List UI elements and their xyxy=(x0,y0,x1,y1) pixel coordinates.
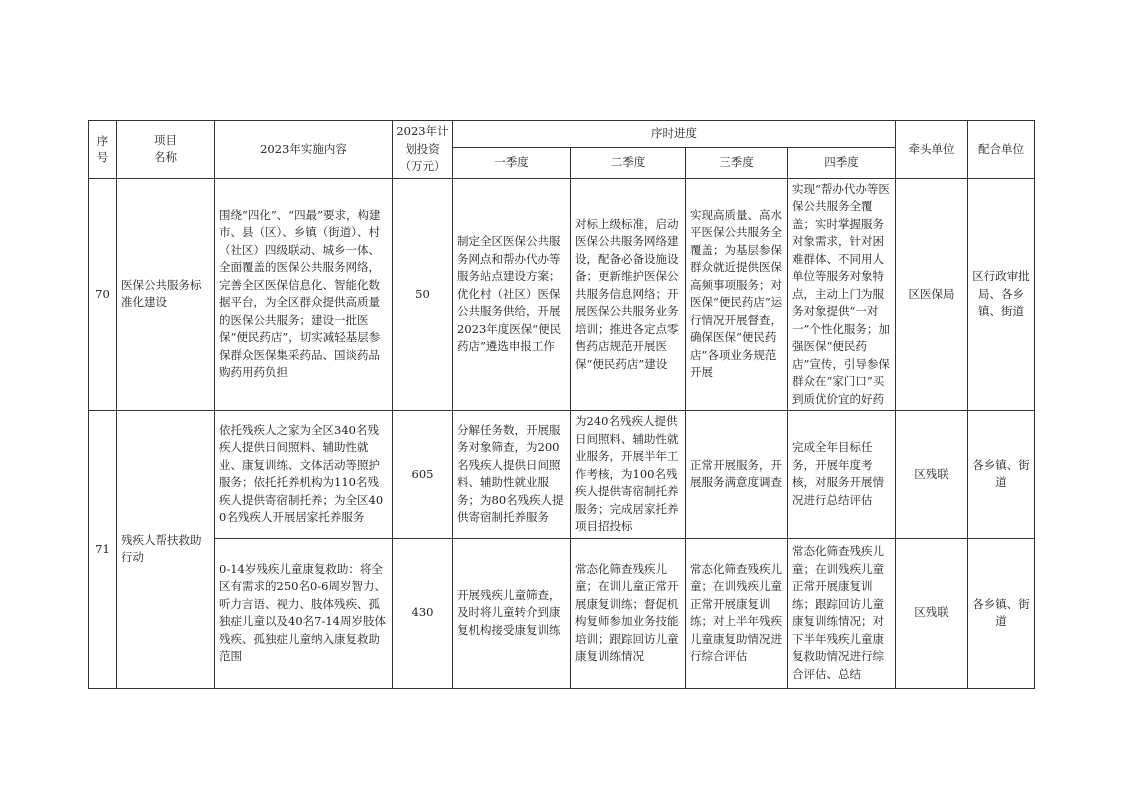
row-q3: 常态化筛查残疾儿童；在训残疾儿童正常开展康复训练；对上半年残疾儿童康复助情况进行综合评估 xyxy=(686,538,788,688)
header-row-1 xyxy=(89,121,1035,148)
row-lead: 区医保局 xyxy=(896,178,968,411)
row-investment: 430 xyxy=(393,538,453,688)
row-project: 医保公共服务标准化建设 xyxy=(117,178,215,411)
row-content: 围绕“四化”、“四最”要求，构建市、县（区）、乡镇（街道）、村（社区）四级联动、城乡一体、全面覆盖的医保公共服务网络，完善全区医保信息化、智能化数据平台，为全区群众提供高质量的医保公共服务；建设一批医保“便民药店”，切实减轻基层参保群众医保集采药品、国谈药品购药用药负担 xyxy=(215,178,393,411)
row-q1: 制定全区医保公共服务网点和帮办代办等服务站点建设方案；优化村（社区）医保公共服务供给，开展2023年度医保“便民药店”遴选申报工作 xyxy=(453,178,571,411)
row-investment: 605 xyxy=(393,411,453,539)
row-q2: 为240名残疾人提供日间照料、辅助性就业服务，开展半年工作考核，为100名残疾人提供寄宿制托养服务；完成居家托养项目招投标 xyxy=(571,411,686,539)
header-project-label: 项目 名称 xyxy=(154,132,177,165)
row-content: 0-14岁残疾儿童康复救助：将全区有需求的250名0-6周岁智力、听力言语、视力、肢体残疾、孤独症儿童以及40名7-14周岁肢体残疾、孤独症儿童纳入康复救助范围 xyxy=(215,538,393,688)
table-row xyxy=(89,411,1035,539)
header-q3: 三季度 xyxy=(686,147,788,178)
plan-table xyxy=(88,120,1035,689)
row-coop: 区行政审批局、各乡镇、街道 xyxy=(968,178,1035,411)
row-seq: 71 xyxy=(89,411,117,689)
row-q1: 开展残疾儿童筛查，及时将儿童转介到康复机构接受康复训练 xyxy=(453,538,571,688)
header-content: 2023年实施内容 xyxy=(215,121,393,179)
row-q3: 正常开展服务，开展服务满意度调查 xyxy=(686,411,788,539)
row-q4: 完成全年目标任务，开展年度考核，对服务开展情况进行总结评估 xyxy=(788,411,896,539)
header-seq-label: 序号 xyxy=(96,133,109,164)
row-q4: 实现“帮办代办等医保公共服务全覆盖；实时掌握服务对象需求，针对困难群体、不同用人单位等服务对象特点，主动上门为服务对象提供“一对一”个性化服务；加强医保“便民药店”宣传，引导参保群众在“家门口”买到质优价宜的好药 xyxy=(788,178,896,411)
row-coop: 各乡镇、街道 xyxy=(968,538,1035,688)
row-lead: 区残联 xyxy=(896,411,968,539)
row-q1: 分解任务数，开展服务对象筛查，为200名残疾人提供日间照料、辅助性就业服务；为80名残疾人提供寄宿制托养服务 xyxy=(453,411,571,539)
row-project: 残疾人帮扶救助行动 xyxy=(117,411,215,689)
header-investment: 2023年计划投资（万元） xyxy=(393,121,453,179)
table-row xyxy=(89,538,1035,688)
header-q1: 一季度 xyxy=(453,147,571,178)
row-investment: 50 xyxy=(393,178,453,411)
row-q2: 对标上级标准，启动医保公共服务网络建设，配备必备设施设备；更新维护医保公共服务信息网络；开展医保公共服务业务培训；推进各定点零售药店规范开展医保“便民药店”建设 xyxy=(571,178,686,411)
header-coop: 配合单位 xyxy=(968,121,1035,179)
header-q4: 四季度 xyxy=(788,147,896,178)
header-seq xyxy=(89,121,117,179)
row-lead: 区残联 xyxy=(896,538,968,688)
row-seq: 70 xyxy=(89,178,117,411)
row-content: 依托残疾人之家为全区340名残疾人提供日间照料、辅助性就业、康复训练、文体活动等照护服务；依托托养机构为110名残疾人提供寄宿制托养；为全区400名残疾人开展居家托养服务 xyxy=(215,411,393,539)
table-row xyxy=(89,178,1035,411)
header-q2: 二季度 xyxy=(571,147,686,178)
row-q2: 常态化筛查残疾儿童；在训儿童正常开展康复训练；督促机构复师参加业务技能培训；跟踪回访儿童康复训练情况 xyxy=(571,538,686,688)
row-q3: 实现高质量、高水平医保公共服务全覆盖；为基层参保群众就近提供医保高频事项服务；对医保“便民药店”运行情况开展督查，确保医保“便民药店”各项业务规范开展 xyxy=(686,178,788,411)
row-coop: 各乡镇、街道 xyxy=(968,411,1035,539)
header-lead: 牵头单位 xyxy=(896,121,968,179)
row-q4: 常态化筛查残疾儿童；在训残疾儿童正常开展康复训练；跟踪回访儿童康复训练情况；对下半年残疾儿童康复救助情况进行综合评估、总结 xyxy=(788,538,896,688)
header-schedule: 序时进度 xyxy=(453,121,896,148)
header-project xyxy=(117,121,215,179)
